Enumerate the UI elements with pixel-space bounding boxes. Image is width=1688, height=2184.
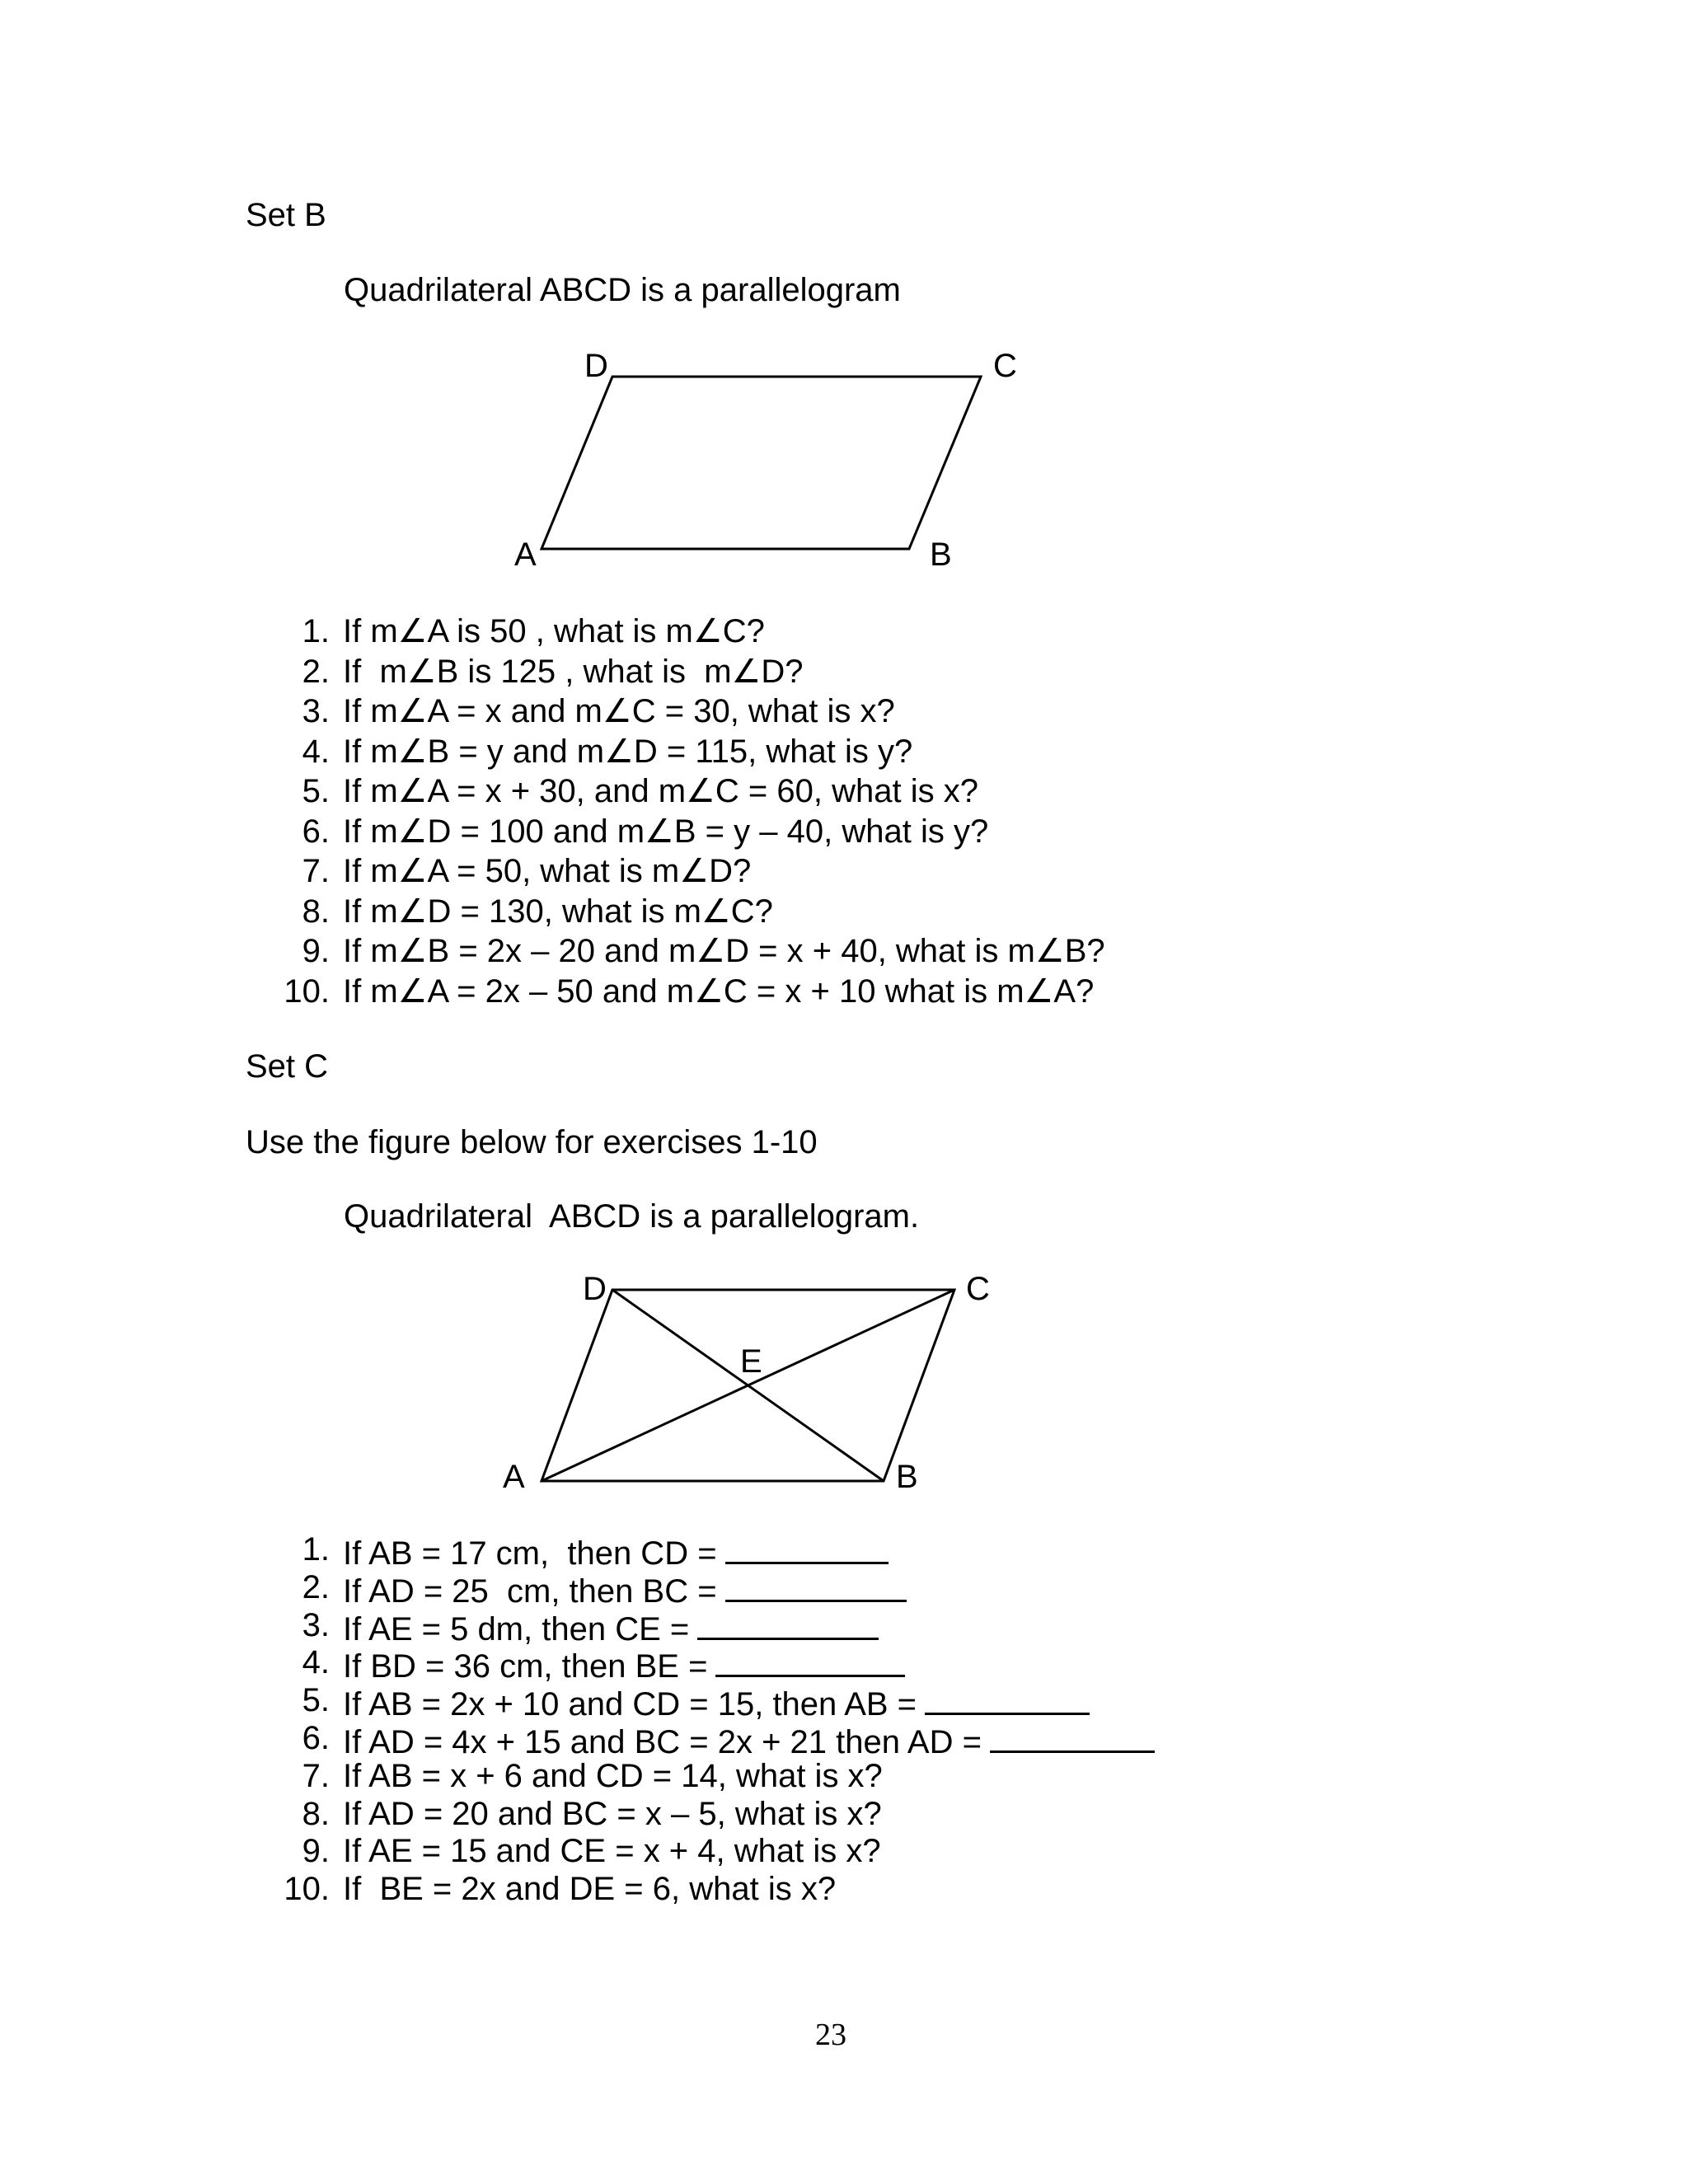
set-b-heading: Set B — [246, 197, 326, 233]
question-text-content: If m∠A = x and m∠C = 30, what is x? — [343, 693, 895, 729]
vertex-label-b: B — [930, 537, 952, 573]
question-text — [343, 1606, 879, 1648]
question-text — [343, 1795, 882, 1833]
question-text-content: If BE = 2x and DE = 6, what is x? — [343, 1871, 837, 1908]
question-text-content: If AE = 5 dm, then CE = — [343, 1610, 690, 1647]
question-text-content: If AB = x + 6 and CD = 14, what is x? — [343, 1757, 883, 1794]
question-text-content: If m∠A = 2x – 50 and m∠C = x + 10 what is m∠A? — [343, 972, 1095, 1010]
question-text-content: If AD = 4x + 15 and BC = 2x + 21 then AD = — [343, 1723, 982, 1760]
question-item — [279, 1870, 1515, 1908]
question-item — [279, 1832, 1515, 1870]
question-text-content: If AD = 25 cm, then BC = — [343, 1572, 717, 1610]
question-number: 2. — [302, 653, 330, 690]
answer-blank[interactable] — [725, 1568, 907, 1602]
intersection-label-e: E — [740, 1343, 762, 1380]
question-number: 3. — [302, 693, 330, 729]
question-item — [279, 1757, 1515, 1795]
question-text-content: If AD = 20 and BC = x – 5, what is x? — [343, 1795, 882, 1832]
question-number: 10. — [284, 972, 330, 1010]
question-item — [279, 1719, 1515, 1760]
question-text — [343, 1530, 889, 1572]
question-text-content: If m∠B = 2x – 20 and m∠D = x + 40, what is m∠B? — [343, 933, 1105, 969]
vertex-label-b: B — [896, 1459, 918, 1495]
question-item — [279, 1606, 1515, 1647]
set-c-heading: Set C — [246, 1048, 329, 1085]
question-number: 5. — [302, 773, 330, 809]
question-item — [279, 1643, 1515, 1685]
answer-blank[interactable] — [697, 1606, 879, 1640]
set-b-statement: Quadrilateral ABCD is a parallelogram — [344, 272, 901, 308]
vertex-label-d: D — [584, 348, 608, 384]
question-text-content: If AB = 2x + 10 and CD = 15, then AB = — [343, 1686, 917, 1723]
question-number: 10. — [284, 1871, 330, 1908]
question-number: 2. — [302, 1568, 330, 1605]
question-text-content: If AB = 17 cm, then CD = — [343, 1535, 717, 1572]
vertex-label-a: A — [503, 1459, 525, 1495]
page-number: 23 — [815, 2018, 846, 2052]
question-text — [343, 1568, 907, 1610]
question-text-content: If AE = 15 and CE = x + 4, what is x? — [343, 1833, 881, 1870]
question-number: 4. — [302, 733, 330, 770]
set-c-instruction: Use the figure below for exercises 1-10 — [246, 1124, 818, 1160]
vertex-label-a: A — [514, 537, 537, 573]
question-number: 5. — [302, 1682, 330, 1719]
vertex-label-c: C — [966, 1271, 990, 1307]
question-text — [343, 1757, 883, 1795]
set-c-statement: Quadrilateral ABCD is a parallelogram. — [344, 1198, 920, 1235]
question-number: 1. — [302, 1531, 330, 1568]
question-text-content: If m∠D = 100 and m∠B = y – 40, what is y? — [343, 813, 989, 850]
question-text — [343, 1832, 881, 1870]
vertex-label-d: D — [583, 1271, 607, 1307]
question-text — [343, 1681, 1090, 1723]
question-item — [279, 1568, 1515, 1610]
question-item — [279, 1530, 1515, 1572]
question-number: 6. — [302, 1719, 330, 1756]
question-number: 9. — [302, 933, 330, 969]
question-number: 4. — [302, 1644, 330, 1681]
question-number: 9. — [302, 1833, 330, 1870]
question-number: 8. — [302, 1795, 330, 1832]
question-number: 8. — [302, 893, 330, 930]
question-text-content: If m∠B is 125 , what is m∠D? — [343, 653, 804, 690]
question-item — [279, 1681, 1515, 1723]
question-number: 7. — [302, 1757, 330, 1794]
question-text-content: If m∠D = 130, what is m∠C? — [343, 893, 773, 930]
question-text-content: If m∠A = 50, what is m∠D? — [343, 853, 752, 889]
question-number: 6. — [302, 813, 330, 850]
question-text — [343, 1719, 1155, 1761]
answer-blank[interactable] — [715, 1643, 905, 1677]
answer-blank[interactable] — [925, 1681, 1090, 1715]
set-c-question-list — [279, 1530, 1515, 1908]
question-text-content: If m∠A is 50 , what is m∠C? — [343, 613, 765, 649]
question-text-content: If m∠B = y and m∠D = 115, what is y? — [343, 733, 913, 770]
question-number: 7. — [302, 853, 330, 889]
question-number: 3. — [302, 1606, 330, 1643]
question-text-content: If BD = 36 cm, then BE = — [343, 1648, 708, 1685]
vertex-label-c: C — [993, 348, 1017, 384]
question-text — [343, 1643, 905, 1685]
question-item — [279, 1795, 1515, 1833]
question-text-content: If m∠A = x + 30, and m∠C = 60, what is x? — [343, 773, 978, 809]
diagonal-bd — [612, 1290, 884, 1481]
question-number: 1. — [302, 613, 330, 649]
question-text — [343, 1870, 836, 1908]
answer-blank[interactable] — [990, 1719, 1155, 1753]
answer-blank[interactable] — [725, 1530, 889, 1564]
